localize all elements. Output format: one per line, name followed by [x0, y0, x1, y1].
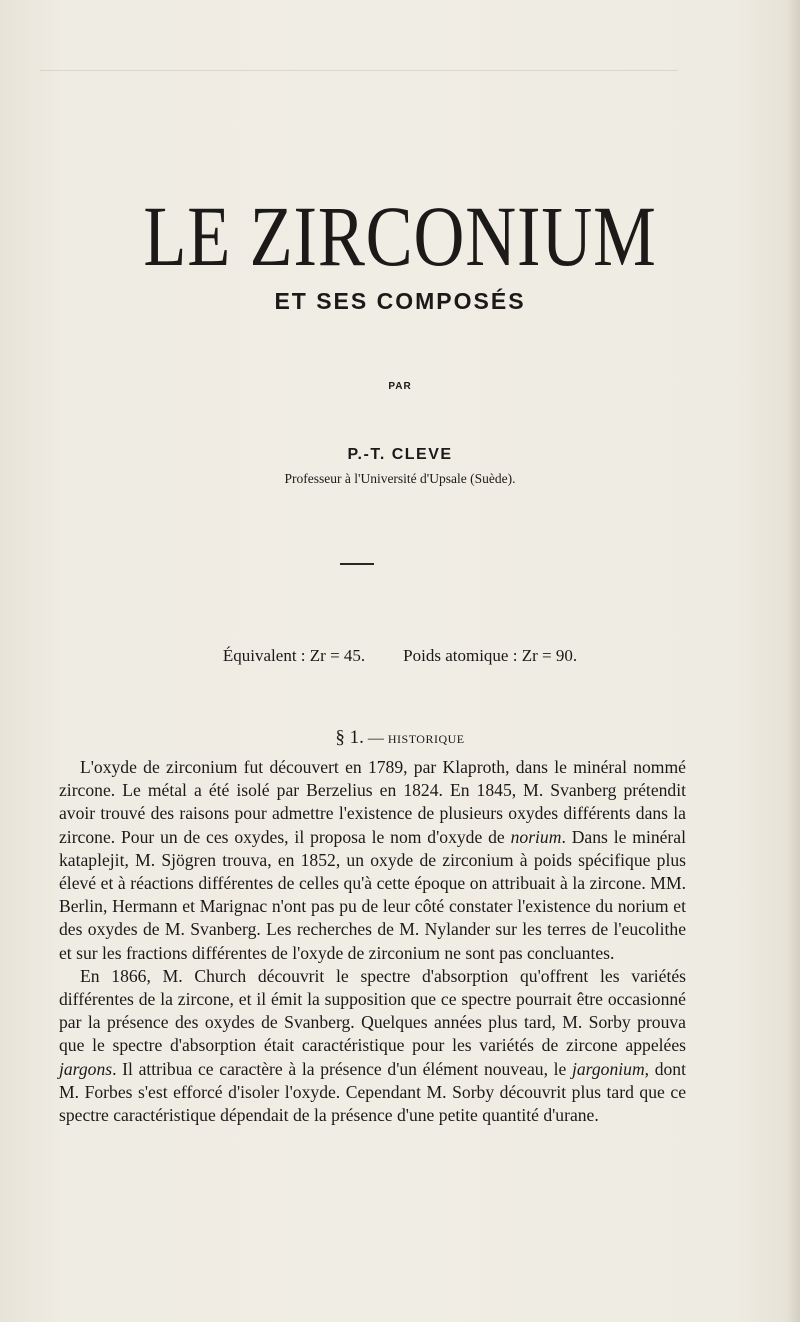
formula-line — [0, 646, 800, 666]
section-dash: — — [363, 730, 388, 747]
by-label: PAR — [388, 381, 412, 392]
section-title: HISTORIQUE — [387, 732, 465, 746]
section-heading — [0, 727, 800, 749]
paragraph-text: L'oxyde de zirconium fut découvert en 1789, par Klaproth, dans le minéral nommé zircone. Le métal a été isolé par Berzelius en 1824. En 1845, M. Svanberg prétendit avoir trouvé des raisons pour admettre l'existence de plusieurs oxydes différents dans la zircone. Pour un de ces oxydes, il proposa le nom d'oxyde de — [59, 757, 686, 847]
author-affiliation: Professeur à l'Université d'Upsale (Suède). — [284, 471, 516, 486]
equivalent-value: Équivalent : Zr = 45. — [222, 646, 366, 665]
italic-term: norium — [510, 826, 562, 847]
section-number: § 1. — [335, 727, 364, 748]
paragraph-text: . Dans le minéral kataplejit, M. Sjögren trouva, en 1852, un oxyde de zirconium à poids spécifique plus élevé et à réactions différentes de celles qu'à cette époque on attribuait à la zircone. MM. Berlin, Hermann et Marignac n'ont pas pu de leur côté constater l'existence du norium et des oxydes de M. Svanberg. Les recherches de M. Nylander sur les terres de l'eucolithe et sur les fractions différentes de l'oxyde de zirconium ne sont pas concluantes. — [59, 826, 686, 963]
atomic-weight-value: Poids atomique : Zr = 90. — [403, 646, 578, 665]
title-divider — [340, 563, 374, 565]
author-name: P.-T. CLEVE — [347, 446, 453, 463]
paragraph-history-2 — [59, 965, 686, 1127]
document-title: LE ZIRCONIUM — [143, 188, 657, 284]
paragraph-text: . Il attribua ce caractère à la présence d'un élément nouveau, le — [112, 1058, 572, 1079]
document-subtitle: ET SES COMPOSÉS — [274, 288, 526, 314]
paragraph-text: En 1866, M. Church découvrit le spectre d'absorption qu'offrent les variétés différentes de la zircone, et il émit la supposition que ce spectre pourrait être occasionné par la présence des oxydes de Svanberg. Quelques années plus tard, M. Sorby prouva que le spectre d'absorption était caractéristique pour les variétés de zircone appelées — [59, 965, 686, 1056]
paragraph-history-1 — [59, 756, 686, 965]
bleed-through-text: ──────────────────────────────────────────────────────────── — [40, 63, 678, 79]
body-text — [59, 756, 686, 1127]
paragraph-text: , dont M. Forbes s'est efforcé d'isoler l'oxyde. Cependant M. Sorby découvrit plus tard que ce spectre caractéristique dépendait de la présence d'une petite quantité d'urane. — [59, 1058, 686, 1126]
italic-term: jargons — [59, 1058, 113, 1079]
italic-term: jargonium — [571, 1058, 645, 1079]
